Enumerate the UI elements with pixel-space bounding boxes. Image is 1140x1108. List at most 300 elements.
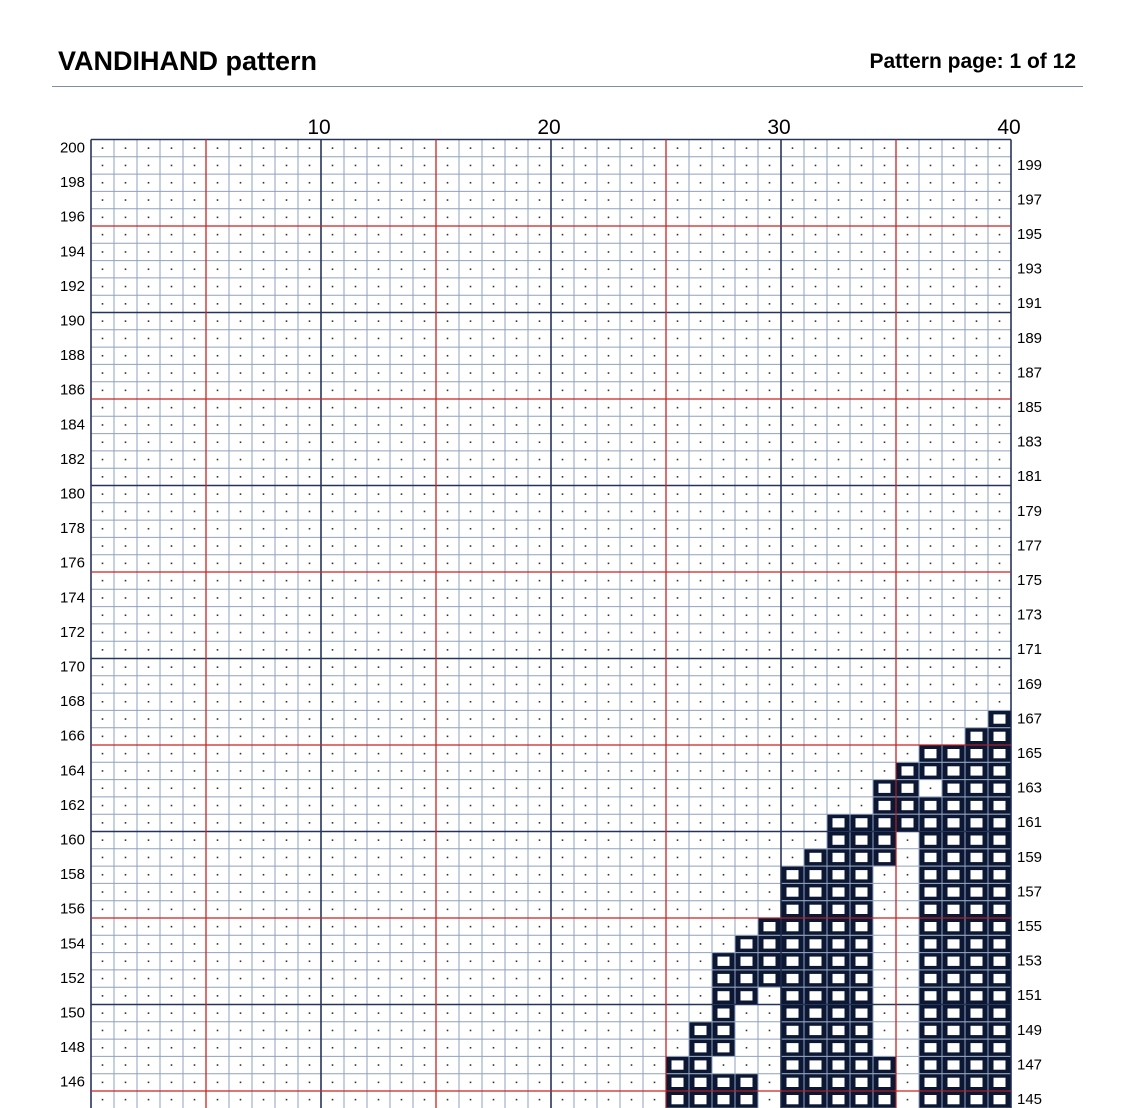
empty-cell-dot: [723, 684, 725, 686]
empty-cell-dot: [562, 147, 564, 149]
empty-cell-dot: [769, 147, 771, 149]
stitch-symbol: [856, 836, 868, 845]
empty-cell-dot: [884, 234, 886, 236]
empty-cell-dot: [240, 960, 242, 962]
empty-cell-dot: [332, 891, 334, 893]
empty-cell-dot: [608, 320, 610, 322]
empty-cell-dot: [355, 355, 357, 357]
empty-cell-dot: [470, 563, 472, 565]
empty-cell-dot: [585, 459, 587, 461]
empty-cell-dot: [286, 995, 288, 997]
stitch-symbol: [948, 887, 960, 896]
empty-cell-dot: [470, 960, 472, 962]
empty-cell-dot: [723, 943, 725, 945]
empty-cell-dot: [171, 1099, 173, 1101]
empty-cell-dot: [401, 182, 403, 184]
empty-cell-dot: [240, 926, 242, 928]
empty-cell-dot: [286, 770, 288, 772]
empty-cell-dot: [217, 165, 219, 167]
empty-cell-dot: [286, 355, 288, 357]
empty-cell-dot: [194, 268, 196, 270]
empty-cell-dot: [470, 597, 472, 599]
empty-cell-dot: [125, 165, 127, 167]
empty-cell-dot: [769, 372, 771, 374]
empty-cell-dot: [723, 147, 725, 149]
empty-cell-dot: [677, 666, 679, 668]
empty-cell-dot: [654, 701, 656, 703]
empty-cell-dot: [447, 787, 449, 789]
empty-cell-dot: [769, 822, 771, 824]
empty-cell-dot: [884, 926, 886, 928]
empty-cell-dot: [171, 995, 173, 997]
empty-cell-dot: [424, 217, 426, 219]
empty-cell-dot: [217, 320, 219, 322]
empty-cell-dot: [654, 372, 656, 374]
empty-cell-dot: [401, 320, 403, 322]
empty-cell-dot: [493, 770, 495, 772]
empty-cell-dot: [562, 1047, 564, 1049]
empty-cell-dot: [240, 666, 242, 668]
empty-cell-dot: [861, 251, 863, 253]
empty-cell-dot: [286, 1064, 288, 1066]
stitch-symbol: [925, 939, 937, 948]
stitch-symbol: [948, 1078, 960, 1087]
empty-cell-dot: [286, 407, 288, 409]
empty-cell-dot: [263, 701, 265, 703]
empty-cell-dot: [608, 407, 610, 409]
stitch-symbol: [879, 818, 891, 827]
empty-cell-dot: [355, 909, 357, 911]
empty-cell-dot: [907, 545, 909, 547]
empty-cell-dot: [677, 165, 679, 167]
empty-cell-dot: [516, 857, 518, 859]
empty-cell-dot: [194, 493, 196, 495]
empty-cell-dot: [861, 217, 863, 219]
empty-cell-dot: [746, 787, 748, 789]
empty-cell-dot: [378, 753, 380, 755]
empty-cell-dot: [861, 528, 863, 530]
empty-cell-dot: [148, 268, 150, 270]
empty-cell-dot: [401, 909, 403, 911]
empty-cell-dot: [539, 666, 541, 668]
empty-cell-dot: [309, 805, 311, 807]
empty-cell-dot: [953, 614, 955, 616]
empty-cell-dot: [470, 649, 472, 651]
empty-cell-dot: [240, 459, 242, 461]
empty-cell-dot: [585, 390, 587, 392]
empty-cell-dot: [815, 407, 817, 409]
empty-cell-dot: [493, 528, 495, 530]
empty-cell-dot: [332, 787, 334, 789]
empty-cell-dot: [562, 787, 564, 789]
empty-cell-dot: [907, 338, 909, 340]
empty-cell-dot: [125, 857, 127, 859]
stitch-symbol: [695, 1060, 707, 1069]
empty-cell-dot: [217, 839, 219, 841]
empty-cell-dot: [470, 424, 472, 426]
empty-cell-dot: [631, 632, 633, 634]
empty-cell-dot: [516, 390, 518, 392]
empty-cell-dot: [171, 476, 173, 478]
empty-cell-dot: [286, 805, 288, 807]
empty-cell-dot: [217, 701, 219, 703]
empty-cell-dot: [401, 268, 403, 270]
empty-cell-dot: [976, 701, 978, 703]
empty-cell-dot: [401, 1047, 403, 1049]
empty-cell-dot: [976, 424, 978, 426]
empty-cell-dot: [792, 770, 794, 772]
empty-cell-dot: [815, 390, 817, 392]
empty-cell-dot: [746, 424, 748, 426]
empty-cell-dot: [493, 822, 495, 824]
empty-cell-dot: [424, 632, 426, 634]
empty-cell-dot: [217, 822, 219, 824]
row-label-left: 150: [59, 1004, 85, 1022]
empty-cell-dot: [401, 234, 403, 236]
empty-cell-dot: [309, 424, 311, 426]
stitch-symbol: [879, 853, 891, 862]
empty-cell-dot: [424, 234, 426, 236]
empty-cell-dot: [309, 372, 311, 374]
empty-cell-dot: [976, 441, 978, 443]
empty-cell-dot: [585, 147, 587, 149]
empty-cell-dot: [309, 1047, 311, 1049]
empty-cell-dot: [838, 736, 840, 738]
empty-cell-dot: [125, 1064, 127, 1066]
empty-cell-dot: [355, 1012, 357, 1014]
empty-cell-dot: [102, 338, 104, 340]
empty-cell-dot: [631, 251, 633, 253]
empty-cell-dot: [401, 459, 403, 461]
empty-cell-dot: [102, 147, 104, 149]
empty-cell-dot: [654, 182, 656, 184]
empty-cell-dot: [309, 459, 311, 461]
empty-cell-dot: [930, 476, 932, 478]
empty-cell-dot: [654, 1012, 656, 1014]
empty-cell-dot: [332, 217, 334, 219]
empty-cell-dot: [332, 649, 334, 651]
empty-cell-dot: [263, 182, 265, 184]
empty-cell-dot: [746, 476, 748, 478]
empty-cell-dot: [217, 1030, 219, 1032]
empty-cell-dot: [562, 441, 564, 443]
empty-cell-dot: [102, 909, 104, 911]
empty-cell-dot: [355, 666, 357, 668]
empty-cell-dot: [608, 234, 610, 236]
stitch-symbol: [994, 1095, 1006, 1104]
empty-cell-dot: [608, 372, 610, 374]
empty-cell-dot: [792, 528, 794, 530]
empty-cell-dot: [125, 649, 127, 651]
empty-cell-dot: [470, 943, 472, 945]
empty-cell-dot: [999, 286, 1001, 288]
empty-cell-dot: [516, 787, 518, 789]
empty-cell-dot: [608, 286, 610, 288]
empty-cell-dot: [654, 563, 656, 565]
empty-cell-dot: [769, 666, 771, 668]
empty-cell-dot: [654, 787, 656, 789]
empty-cell-dot: [585, 199, 587, 201]
empty-cell-dot: [723, 563, 725, 565]
stitch-symbol: [948, 957, 960, 966]
empty-cell-dot: [723, 649, 725, 651]
empty-cell-dot: [125, 753, 127, 755]
empty-cell-dot: [884, 268, 886, 270]
empty-cell-dot: [286, 545, 288, 547]
empty-cell-dot: [309, 874, 311, 876]
empty-cell-dot: [125, 701, 127, 703]
empty-cell-dot: [102, 511, 104, 513]
empty-cell-dot: [217, 1012, 219, 1014]
empty-cell-dot: [769, 1099, 771, 1101]
empty-cell-dot: [631, 476, 633, 478]
empty-cell-dot: [907, 390, 909, 392]
empty-cell-dot: [769, 234, 771, 236]
row-label-left: 154: [59, 935, 85, 953]
empty-cell-dot: [884, 165, 886, 167]
empty-cell-dot: [470, 441, 472, 443]
empty-cell-dot: [884, 459, 886, 461]
empty-cell-dot: [424, 545, 426, 547]
empty-cell-dot: [585, 1082, 587, 1084]
empty-cell-dot: [769, 684, 771, 686]
empty-cell-dot: [355, 217, 357, 219]
empty-cell-dot: [309, 718, 311, 720]
empty-cell-dot: [976, 580, 978, 582]
empty-cell-dot: [171, 528, 173, 530]
empty-cell-dot: [999, 666, 1001, 668]
stitch-symbol: [833, 905, 845, 914]
stitch-symbol: [810, 1078, 822, 1087]
empty-cell-dot: [585, 839, 587, 841]
empty-cell-dot: [838, 199, 840, 201]
empty-cell-dot: [539, 580, 541, 582]
empty-cell-dot: [148, 476, 150, 478]
empty-cell-dot: [332, 805, 334, 807]
empty-cell-dot: [539, 926, 541, 928]
empty-cell-dot: [493, 199, 495, 201]
empty-cell-dot: [769, 199, 771, 201]
empty-cell-dot: [171, 563, 173, 565]
empty-cell-dot: [102, 1099, 104, 1101]
empty-cell-dot: [286, 909, 288, 911]
empty-cell-dot: [654, 666, 656, 668]
empty-cell-dot: [815, 580, 817, 582]
empty-cell-dot: [148, 1082, 150, 1084]
empty-cell-dot: [976, 528, 978, 530]
empty-cell-dot: [585, 217, 587, 219]
stitch-symbol: [787, 922, 799, 931]
empty-cell-dot: [194, 390, 196, 392]
empty-cell-dot: [125, 320, 127, 322]
empty-cell-dot: [792, 476, 794, 478]
empty-cell-dot: [769, 182, 771, 184]
empty-cell-dot: [447, 805, 449, 807]
empty-cell-dot: [493, 165, 495, 167]
empty-cell-dot: [976, 476, 978, 478]
empty-cell-dot: [378, 597, 380, 599]
empty-cell-dot: [769, 320, 771, 322]
empty-cell-dot: [355, 943, 357, 945]
empty-cell-dot: [240, 563, 242, 565]
empty-cell-dot: [700, 528, 702, 530]
empty-cell-dot: [309, 1030, 311, 1032]
empty-cell-dot: [332, 338, 334, 340]
empty-cell-dot: [194, 943, 196, 945]
empty-cell-dot: [631, 286, 633, 288]
empty-cell-dot: [769, 424, 771, 426]
empty-cell-dot: [907, 182, 909, 184]
empty-cell-dot: [792, 736, 794, 738]
stitch-symbol: [948, 836, 960, 845]
empty-cell-dot: [838, 338, 840, 340]
empty-cell-dot: [677, 1047, 679, 1049]
empty-cell-dot: [378, 182, 380, 184]
empty-cell-dot: [907, 303, 909, 305]
empty-cell-dot: [424, 424, 426, 426]
empty-cell-dot: [470, 511, 472, 513]
empty-cell-dot: [516, 736, 518, 738]
empty-cell-dot: [171, 1047, 173, 1049]
stitch-symbol: [856, 870, 868, 879]
empty-cell-dot: [838, 666, 840, 668]
empty-cell-dot: [355, 320, 357, 322]
empty-cell-dot: [815, 736, 817, 738]
empty-cell-dot: [562, 822, 564, 824]
empty-cell-dot: [815, 666, 817, 668]
empty-cell-dot: [746, 874, 748, 876]
empty-cell-dot: [700, 978, 702, 980]
stitch-symbol: [994, 991, 1006, 1000]
empty-cell-dot: [378, 787, 380, 789]
empty-cell-dot: [401, 390, 403, 392]
row-label-left: 168: [59, 693, 85, 711]
empty-cell-dot: [125, 1099, 127, 1101]
empty-cell-dot: [654, 597, 656, 599]
empty-cell-dot: [240, 476, 242, 478]
empty-cell-dot: [723, 511, 725, 513]
empty-cell-dot: [976, 320, 978, 322]
empty-cell-dot: [838, 493, 840, 495]
empty-cell-dot: [585, 770, 587, 772]
empty-cell-dot: [746, 857, 748, 859]
empty-cell-dot: [424, 165, 426, 167]
empty-cell-dot: [861, 649, 863, 651]
empty-cell-dot: [861, 268, 863, 270]
empty-cell-dot: [424, 839, 426, 841]
empty-cell-dot: [677, 718, 679, 720]
row-label-left: 146: [59, 1073, 85, 1091]
empty-cell-dot: [907, 251, 909, 253]
empty-cell-dot: [723, 597, 725, 599]
empty-cell-dot: [148, 649, 150, 651]
empty-cell-dot: [102, 736, 104, 738]
empty-cell-dot: [401, 1064, 403, 1066]
empty-cell-dot: [792, 493, 794, 495]
empty-cell-dot: [378, 217, 380, 219]
empty-cell-dot: [585, 978, 587, 980]
empty-cell-dot: [309, 995, 311, 997]
empty-cell-dot: [585, 909, 587, 911]
empty-cell-dot: [815, 165, 817, 167]
empty-cell-dot: [815, 303, 817, 305]
empty-cell-dot: [608, 147, 610, 149]
empty-cell-dot: [976, 217, 978, 219]
empty-cell-dot: [102, 787, 104, 789]
empty-cell-dot: [723, 320, 725, 322]
empty-cell-dot: [309, 580, 311, 582]
empty-cell-dot: [240, 165, 242, 167]
empty-cell-dot: [677, 978, 679, 980]
empty-cell-dot: [884, 217, 886, 219]
empty-cell-dot: [401, 563, 403, 565]
empty-cell-dot: [585, 320, 587, 322]
empty-cell-dot: [838, 286, 840, 288]
empty-cell-dot: [631, 147, 633, 149]
empty-cell-dot: [447, 857, 449, 859]
empty-cell-dot: [401, 736, 403, 738]
empty-cell-dot: [470, 736, 472, 738]
empty-cell-dot: [263, 338, 265, 340]
empty-cell-dot: [263, 1012, 265, 1014]
stitch-symbol: [925, 957, 937, 966]
empty-cell-dot: [723, 701, 725, 703]
empty-cell-dot: [539, 995, 541, 997]
empty-cell-dot: [378, 459, 380, 461]
empty-cell-dot: [746, 338, 748, 340]
empty-cell-dot: [769, 718, 771, 720]
empty-cell-dot: [585, 251, 587, 253]
stitch-symbol: [810, 957, 822, 966]
empty-cell-dot: [723, 459, 725, 461]
empty-cell-dot: [562, 960, 564, 962]
empty-cell-dot: [493, 684, 495, 686]
row-label-right: 161: [1017, 814, 1043, 832]
empty-cell-dot: [401, 147, 403, 149]
empty-cell-dot: [309, 978, 311, 980]
stitch-symbol: [948, 1060, 960, 1069]
empty-cell-dot: [700, 753, 702, 755]
empty-cell-dot: [608, 511, 610, 513]
empty-cell-dot: [332, 511, 334, 513]
row-label-left: 162: [59, 796, 85, 814]
empty-cell-dot: [148, 563, 150, 565]
empty-cell-dot: [654, 960, 656, 962]
empty-cell-dot: [999, 528, 1001, 530]
empty-cell-dot: [332, 424, 334, 426]
empty-cell-dot: [332, 1030, 334, 1032]
empty-cell-dot: [401, 770, 403, 772]
empty-cell-dot: [562, 614, 564, 616]
empty-cell-dot: [332, 666, 334, 668]
empty-cell-dot: [907, 874, 909, 876]
empty-cell-dot: [539, 787, 541, 789]
empty-cell-dot: [240, 493, 242, 495]
stitch-symbol: [971, 922, 983, 931]
empty-cell-dot: [102, 251, 104, 253]
empty-cell-dot: [562, 666, 564, 668]
empty-cell-dot: [171, 493, 173, 495]
empty-cell-dot: [953, 597, 955, 599]
empty-cell-dot: [631, 580, 633, 582]
empty-cell-dot: [539, 303, 541, 305]
empty-cell-dot: [677, 787, 679, 789]
stitch-symbol: [971, 853, 983, 862]
empty-cell-dot: [217, 390, 219, 392]
empty-cell-dot: [401, 857, 403, 859]
empty-cell-dot: [217, 960, 219, 962]
empty-cell-dot: [654, 770, 656, 772]
